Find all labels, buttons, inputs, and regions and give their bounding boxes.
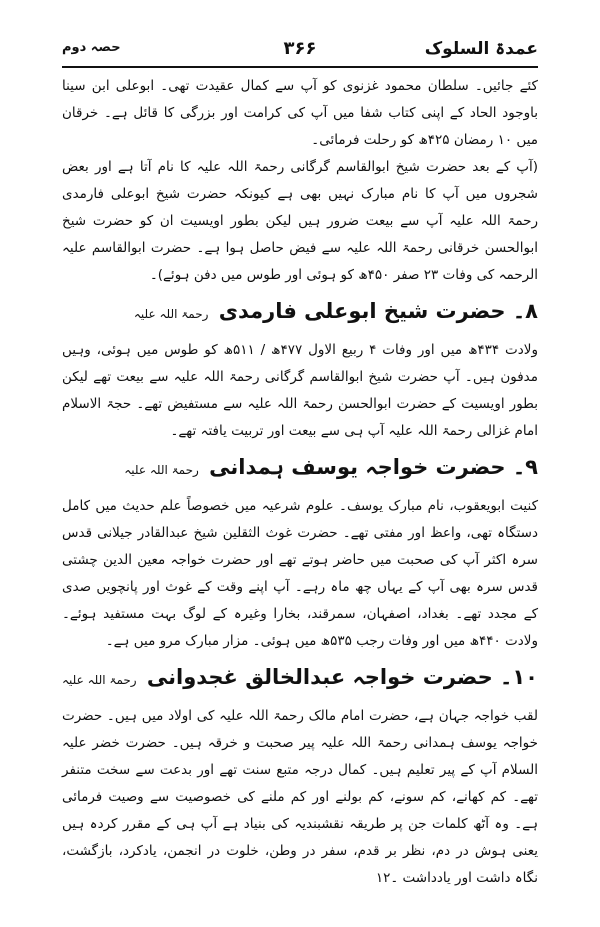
page-number: ۳۶۶ (283, 38, 317, 59)
part-label: حصہ دوم (62, 40, 121, 55)
header-divider (62, 66, 538, 68)
section-honorific: رحمۃ اللہ علیہ (133, 307, 209, 321)
paragraph-gurgani-note: (آپ کے بعد حضرت شیخ ابوالقاسم گرگانی رحمۃ اللہ علیہ کا نام آتا ہے اور بعض شجروں میں آپ کا نام مبارک نہیں بھی ہے کیونکہ حضرت شیخ ابوعلی فارمدی رحمۃ اللہ علیہ آپ سے بیعت ضرور ہیں لیکن بطور اویسیت ان کو حضرت شیخ ابوالحسن خرقانی رحمۃ اللہ علیہ سے فیض حاصل ہوا ہے۔ حضرت ابوالقاسم علیہ الرحمہ کی وفات ۲۳ صفر ۴۵۰ھ کو ہوئی اور طوس میں دفن ہوئے)۔ (62, 159, 538, 283)
section-title-farmadi: ۸۔ حضرت شیخ ابوعلی فارمدی (218, 299, 538, 323)
section-heading-10 (62, 657, 538, 697)
section-title-hamadani: ۹۔ حضرت خواجہ یوسف ہمدانی (209, 455, 538, 479)
section-title-ghujdawani: ۱۰۔ حضرت خواجہ عبدالخالق غجدوانی (146, 665, 538, 689)
book-title: عمدۃ السلوک (424, 39, 538, 59)
section-heading-8 (62, 291, 538, 331)
section-honorific: رحمۃ اللہ علیہ (62, 673, 137, 687)
section-heading-9 (62, 447, 538, 487)
page-body (62, 73, 538, 892)
paragraph-hamadani: کنیت ابویعقوب، نام مبارک یوسف۔ علوم شرعیہ میں خصوصاً علم حدیث میں کامل دستگاہ تھی، واعظ اور مفتی تھے۔ حضرت غوث الثقلین شیخ عبدالقادر جیلانی قدس سرہ اکثر آپ کی صحبت میں حاضر ہوتے تھے اور حضرت خواجہ معین الدین چشتی قدس سرہ بھی آپ کے یہاں چھ ماہ رہے۔ آپ اپنے وقت کے غوث اور پانچویں صدی کے مجدد تھے۔ بغداد، اصفہان، سمرقند، بخارا وغیرہ کے لوگ بہت مستفید ہوئے۔ ولادت ۴۴۰ھ میں اور وفات رجب ۵۳۵ھ میں ہوئی۔ مزار مبارک مرو میں ہے۔ (62, 498, 538, 649)
paragraph-kharqani-end: کئے جائیں۔ سلطان محمود غزنوی کو آپ سے کمال عقیدت تھی۔ ابوعلی ابن سینا باوجود الحاد کے اپنی کتاب شفا میں آپ کی کرامت اور بزرگی کا قائل ہے۔ خرقان میں ۱۰ رمضان ۴۲۵ھ کو رحلت فرمائی۔ (62, 78, 538, 148)
section-honorific: رحمۃ اللہ علیہ (124, 463, 199, 477)
paragraph-farmadi: ولادت ۴۳۴ھ میں اور وفات ۴ ربیع الاول ۴۷۷ھ / ۵۱۱ھ کو طوس میں ہوئی، وہیں مدفون ہیں۔ آپ حضرت شیخ ابوالقاسم گرگانی رحمۃ اللہ علیہ سے بیعت تھے لیکن بطور اویسیت کے حضرت ابوالحسن رحمۃ اللہ علیہ سے مستفیض تھے۔ حجۃ الاسلام امام غزالی رحمۃ اللہ علیہ آپ ہی سے بیعت اور تربیت یافتہ تھے۔ (62, 342, 538, 439)
page-header (62, 38, 538, 62)
paragraph-ghujdawani: لقب خواجہ جہان ہے، حضرت امام مالک رحمۃ اللہ علیہ کی اولاد میں ہیں۔ حضرت خواجہ یوسف ہمدانی رحمۃ اللہ علیہ پیر صحبت و خرقہ ہیں۔ حضرت خضر علیہ السلام آپ کے پیر تعلیم ہیں۔ کمال درجہ متبع سنت تھے اور بدعت سے سخت متنفر تھے۔ کم کھانے، کم سونے، کم بولنے اور کم ملنے کی خصوصیت سے وصیت فرمائی ہے۔ وہ آٹھ کلمات جن پر طریقہ نقشبندیہ کی بنیاد ہے آپ ہی کے مقرر کردہ ہیں یعنی ہوش در دم، نظر بر قدم، سفر در وطن، خلوت در انجمن، یادکرد، بازگشت، نگاہ داشت اور یادداشت ۔۱۲ (62, 708, 538, 886)
